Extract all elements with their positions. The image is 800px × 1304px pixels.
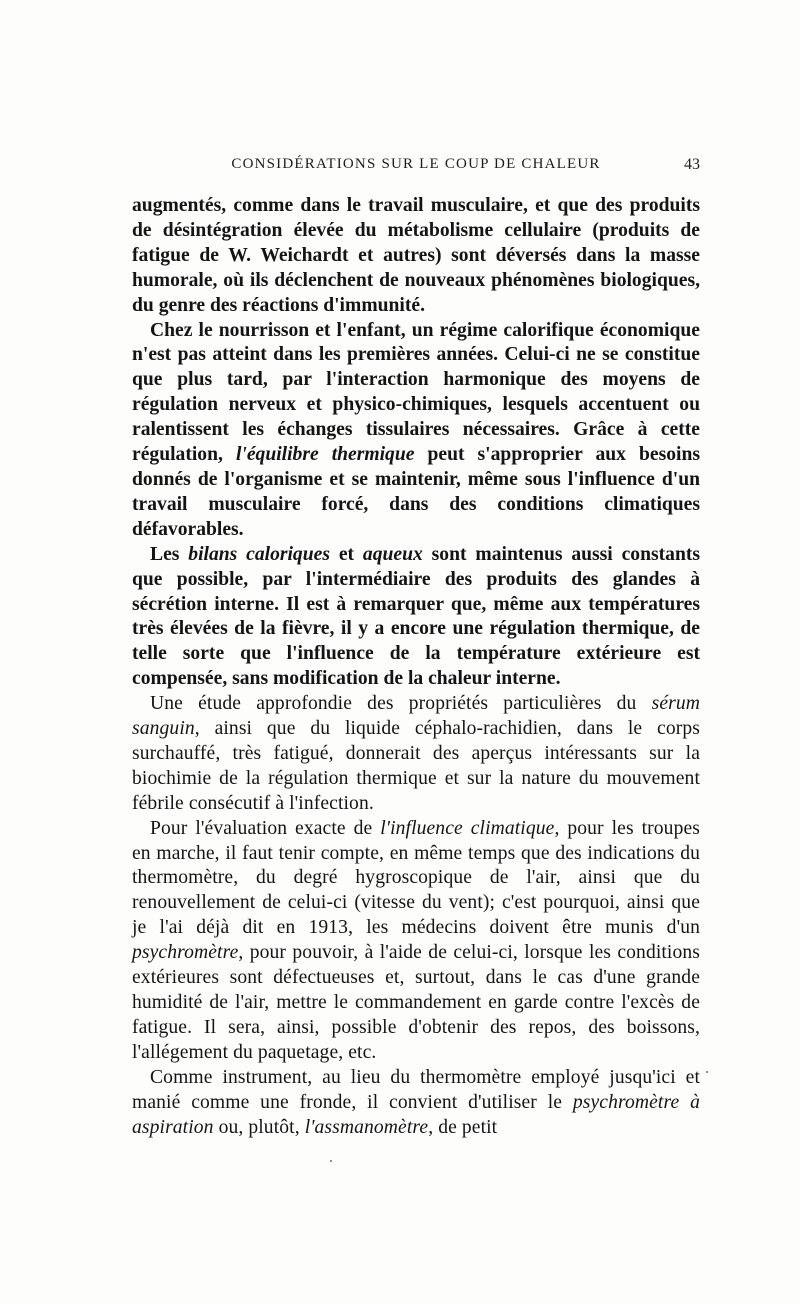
paragraph-5-text-c: , pour pouvoir, à l'aide de celui-ci, lorsque les conditions extérieures sont défectueuses et, surtout, dans le cas d'une grande humidité de l'air, mettre le commandement en garde contre l'excès de fatigue. Il sera, ainsi, possible d'obtenir des repos, des boissons, l'allégement du paquetage, etc.	[132, 942, 700, 1063]
paragraph-4-text-a: Une étude approfondie des propriétés particulières du	[150, 693, 652, 715]
paragraph-6	[132, 1066, 700, 1141]
paragraph-3-italic-aqueux: aqueux	[362, 543, 423, 565]
paragraph-5-italic-psychrometre: psychromètre	[132, 942, 239, 964]
paragraph-3-italic-bilans: bilans caloriques	[188, 543, 330, 565]
paragraph-2-text-b: peut s'approprier aux besoins donnés de l'organisme et se maintenir, même sous l'influence d'un travail musculaire forcé, dans des conditions climatiques défavorables.	[132, 444, 700, 540]
paragraph-4-text-b: , ainsi que du liquide céphalo-rachidien, dans le corps surchauffé, très fatigué, donnerait des aperçus intéressants sur la biochimie de la régulation thermique et sur la nature du mouvement fébrile consécutif à l'infection.	[132, 718, 700, 814]
print-speck	[330, 1160, 332, 1162]
paragraph-3	[132, 543, 700, 692]
paragraph-6-italic-aspiration: psychromètre à aspiration	[132, 1091, 700, 1138]
paragraph-6-text-a: Comme instrument, au lieu du thermomètre employé jusqu'ici et manié comme une fronde, il convient d'utiliser le	[132, 1066, 700, 1113]
paragraph-6-text-b: ou, plutôt,	[213, 1116, 305, 1138]
body-text	[132, 194, 700, 1140]
paragraph-3-text-b: et	[329, 543, 363, 565]
running-title: CONSIDÉRATIONS SUR LE COUP DE CHALEUR	[231, 156, 601, 172]
paragraph-5-text-a: Pour l'évaluation exacte de	[150, 817, 381, 839]
page-number: 43	[684, 156, 700, 173]
paragraph-5-italic-influence: l'influence climatique	[380, 817, 555, 839]
paragraph-4	[132, 692, 700, 817]
paragraph-2	[132, 319, 700, 543]
paragraph-3-text-a: Les	[150, 543, 189, 565]
paragraph-3-text-c: sont maintenus aussi constants que possible, par l'intermédiaire des produits des glandes à sécrétion interne. Il est à remarquer que, même aux températures très élevées de la fièvre, il y a encore une régulation thermique, de telle sorte que l'influence de la température extérieure est compensée, sans modification de la chaleur interne.	[132, 543, 700, 690]
paragraph-1	[132, 194, 700, 319]
paragraph-2-italic-equilibre: l'équilibre thermique	[235, 444, 415, 466]
paragraph-1-text: augmentés, comme dans le travail musculaire, et que des produits de désintégration élevée du métabolisme cellulaire (produits de fatigue de W. Weichardt et autres) sont déversés dans la masse humorale, où ils déclenchent de nouveaux phénomènes biologiques, du genre des réactions d'immunité.	[132, 195, 700, 316]
paragraph-6-text-c: , de petit	[428, 1116, 498, 1138]
paragraph-5	[132, 817, 700, 1066]
paragraph-6-italic-assmanometre: l'assmanomètre	[304, 1116, 429, 1138]
paragraph-4-italic-serum: sérum sanguin	[132, 693, 700, 740]
paragraph-2-text-a: Chez le nourrisson et l'enfant, un régime calorifique économique n'est pas atteint dans les premières années. Celui-ci ne se constitue que plus tard, par l'interaction harmonique des moyens de régulation nerveux et physico-chimiques, lesquels accentuent ou ralentissent les échanges tissulaires nécessaires. Grâce à cette régulation,	[132, 319, 700, 466]
paragraph-5-text-b: , pour les troupes en marche, il faut tenir compte, en même temps que des indications du thermomètre, du degré hygroscopique de l'air, ainsi que du renouvellement de celui-ci (vitesse du vent); c'est pourquoi, ainsi que je l'ai déjà dit en 1913, les médecins doivent être munis d'un	[132, 817, 700, 939]
running-head	[132, 156, 700, 180]
print-speck	[706, 1071, 708, 1073]
